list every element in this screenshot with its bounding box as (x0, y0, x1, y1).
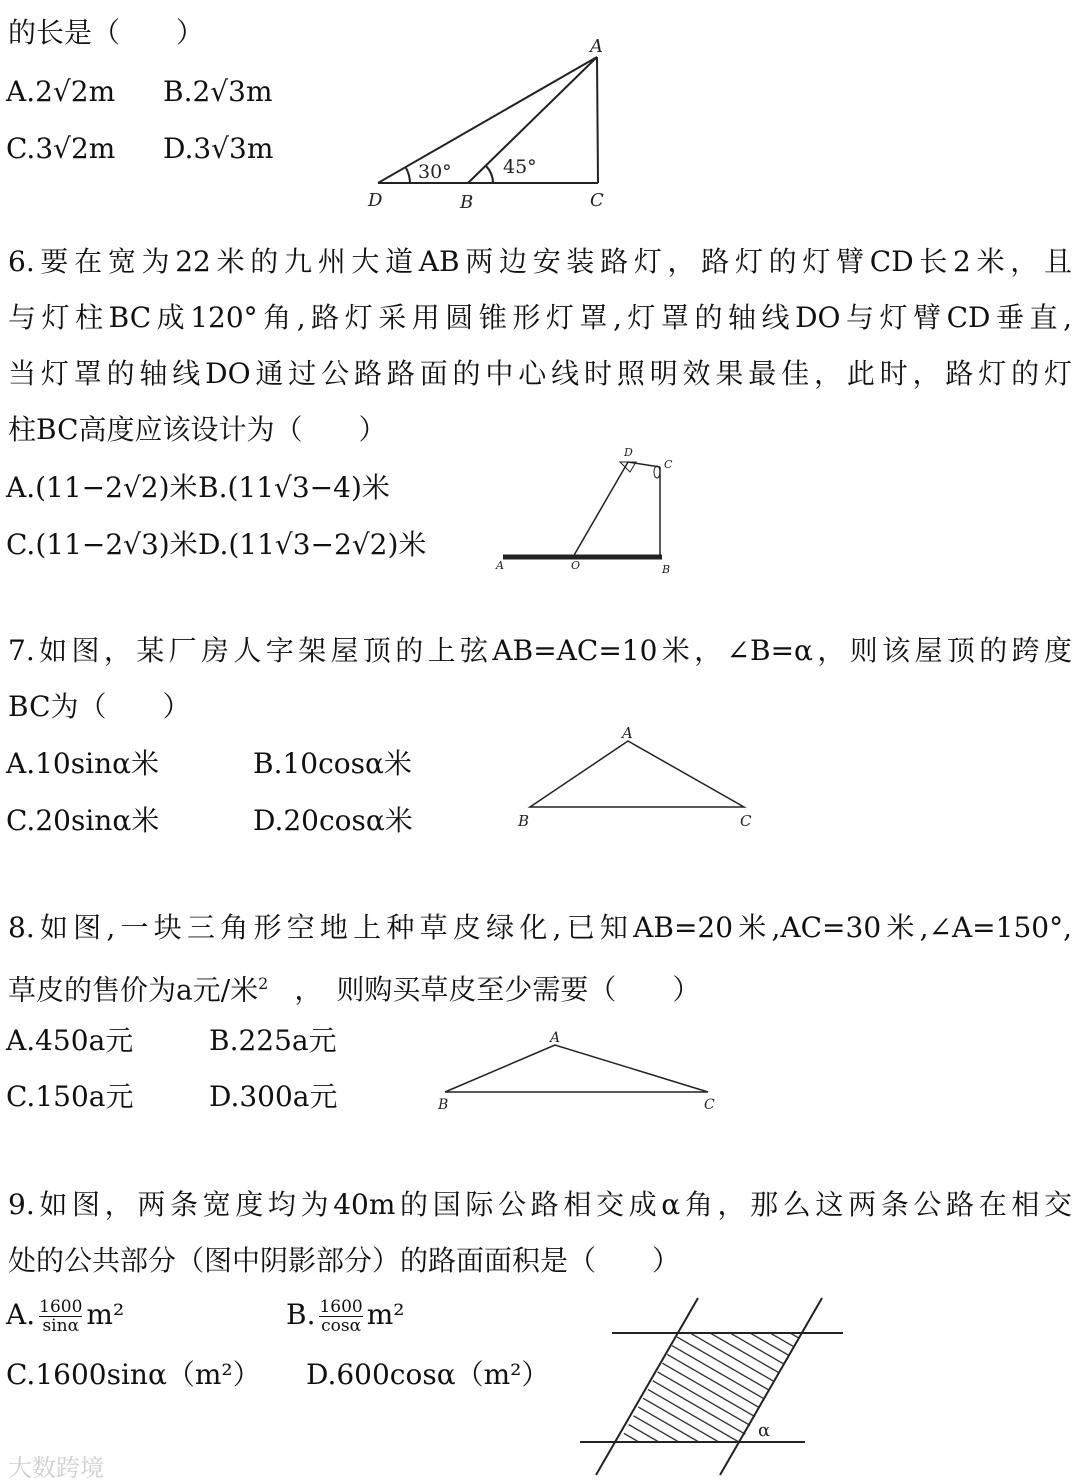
q9-option-c: C.1600sinα（m²） (6, 1358, 261, 1391)
q5-option-d: D.3√3m (163, 132, 274, 165)
unit: m² (366, 1298, 405, 1331)
q8-option-b: B.225a元 (209, 1024, 337, 1057)
unit: m² (86, 1298, 125, 1331)
angle-30: 30° (418, 161, 452, 183)
q7-option-a: A.10sinα米 (6, 747, 160, 780)
q6-line-4: 柱BC高度应该设计为（ ） (8, 413, 387, 446)
q8-price: 草皮的售价为a元/米 (8, 973, 259, 1007)
label-a: A (496, 559, 504, 572)
q6-option-c: C.(11−2√3)米 (6, 528, 198, 561)
figure-q5-triangle (378, 57, 598, 183)
label-alpha: α (758, 1420, 771, 1441)
label-c: C (704, 1097, 715, 1113)
q6-line-2: 与灯柱BC成120°角,路灯采用圆锥形灯罩,灯罩的轴线DO与灯臂CD垂直, (8, 301, 1072, 334)
q7-option-d: D.20cosα米 (253, 804, 413, 837)
label-d: D (368, 190, 383, 211)
label-c: C (590, 190, 604, 211)
label-a: A (550, 1030, 561, 1046)
label-b: B (662, 563, 671, 576)
denominator: sinα (42, 1316, 80, 1336)
q8-question: ， 则购买草皮至少需要（ ） (294, 973, 701, 1007)
denominator: cosα (321, 1316, 362, 1336)
q7-option-c: C.20sinα米 (6, 804, 160, 837)
q6-option-d: D.(11√3−2√2)米 (198, 528, 427, 561)
label-a: A (590, 36, 603, 57)
label-a: A (622, 724, 633, 742)
q6-line-1: 6.要在宽为22米的九州大道AB两边安装路灯，路灯的灯臂CD长2米，且 (8, 245, 1072, 278)
q5-option-a: A.2√2m (6, 75, 116, 108)
numerator: 1600 (319, 1297, 363, 1317)
q5-option-b: B.2√3m (163, 75, 273, 108)
label-o: O (571, 559, 581, 572)
label-c: C (664, 458, 673, 471)
figure-q8-triangle (445, 1045, 708, 1092)
q6-line-3: 当灯罩的轴线DO通过公路路面的中心线时照明效果最佳，此时，路灯的灯 (8, 357, 1072, 390)
q5-stem-tail: 的长是（ ） (8, 16, 205, 49)
numerator: 1600 (39, 1297, 83, 1317)
q8-option-a: A.450a元 (6, 1024, 134, 1057)
q9-line-2: 处的公共部分（图中阴影部分）的路面面积是（ ） (8, 1244, 681, 1277)
angle-45: 45° (503, 156, 537, 178)
label-c: C (740, 812, 752, 830)
label-d: D (624, 446, 633, 459)
q6-option-a: A.(11−2√2)米 (6, 471, 198, 504)
figure-q6-streetlight (503, 462, 662, 557)
figure-q9-roads (580, 1298, 843, 1475)
figure-q7-roof (530, 741, 744, 807)
label-b: B (518, 812, 530, 830)
q8-option-c: C.150a元 (6, 1080, 134, 1113)
q7-option-b: B.10cosα米 (253, 747, 412, 780)
q5-option-c: C.3√2m (6, 132, 116, 165)
q9-option-b-label: B. (286, 1298, 316, 1331)
q8-sup: 2 (258, 974, 269, 993)
q6-option-b: B.(11√3−4)米 (198, 471, 390, 504)
q8-line-1: 8.如图,一块三角形空地上种草皮绿化,已知AB=20米,AC=30米,∠A=150°, (8, 911, 1072, 944)
watermark-logo: 大数跨境 (8, 1454, 104, 1482)
q7-line-1: 7.如图，某厂房人字架屋顶的上弦AB=AC=10米，∠B=α，则该屋顶的跨度 (8, 634, 1072, 667)
q9-option-d: D.600cosα（m²） (306, 1358, 550, 1391)
q7-line-2: BC为（ ） (8, 690, 191, 723)
label-b: B (460, 192, 474, 213)
q9-line-1: 9.如图，两条宽度均为40m的国际公路相交成α角，那么这两条公路在相交 (8, 1188, 1072, 1221)
q9-option-a-label: A. (6, 1298, 36, 1331)
q8-option-d: D.300a元 (209, 1080, 338, 1113)
label-b: B (438, 1097, 449, 1113)
